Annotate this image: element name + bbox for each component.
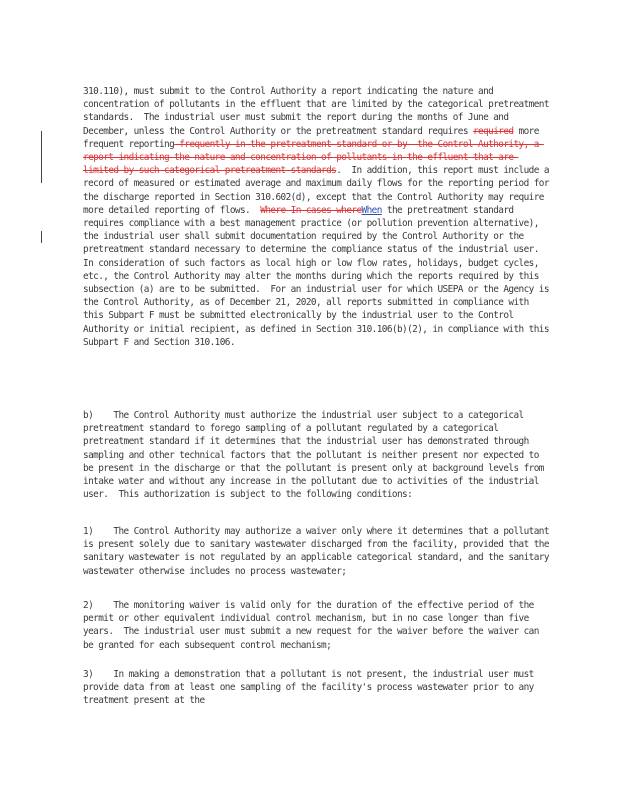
- change-bar: [41, 131, 42, 183]
- paragraph-b: b) The Control Authority must authorize the industrial user subject to a categorical pretreatment standard to forego sampling of a pollutant regulated by a categorical pretreatment standard if it determines that the industrial user has demonstrated through sampling and other technical factors that the pollutant is neither present nor expected to be present in the discharge or that the pollutant is present only at background levels from intake water and without any increase in the pollutant due to activities of the industrial user. This authorization is subject to the following conditions:: [83, 410, 549, 501]
- text-run: 310.110), must submit to the Control Authority a report indicating the nature and concentration of pollutants in the effluent that are limited by the categorical pretreatment standards. The industrial user must submit the report during the months of June and December, unless the Control Authority or the pretreatment standard requires: [83, 86, 554, 137]
- deleted-text: required: [472, 125, 514, 137]
- condition-2: 2) The monitoring waiver is valid only for the duration of the effective period of the permit or other equivalent individual control mechanism, but in no case longer than five years. The industrial user must submit a new request for the waiver before the waiver can be granted for each subsequent control mechanism;: [83, 600, 544, 651]
- deleted-text: frequently in the pretreatment standard or by the Control Authority, a report indicating the nature and concentration of pollutants in the effluent that are limited by such categorical pretreatment standards: [83, 138, 544, 177]
- deleted-text: Where In cases where: [260, 204, 362, 216]
- text-run: the pretreatment standard requires compliance with a best management practice (or pollution prevention alternative), the industrial user shall submit documentation required by the Control Authority or the pretreatment standard necessary to determine the compliance status of the industrial user. In consideration of such factors as local high or low flow rates, holidays, budget cycles, etc., the Control Authority may alter the months during which the reports required by this subsection (a) are to be submitted. For an industrial user for which USEPA or the Agency is the Control Authority, as of December 21, 2020, all reports submitted in compliance with this Subpart F must be submitted electronically by the industrial user to the Control Authority or initial recipient, as defined in Section 310.106(b)(2), in compliance with this Subpart F and Section 310.106.: [83, 204, 554, 348]
- condition-1: 1) The Control Authority may authorize a waiver only where it determines that a pollutant is present solely due to sanitary wastewater discharged from the facility, provided that the sanitary wastewater is not regulated by an applicable categorical standard, and the sanitary wastewater otherwise includes no process wastewater;: [83, 526, 554, 577]
- change-bar: [41, 231, 42, 243]
- paragraph-a: [83, 85, 553, 349]
- text-run: . In addition, this report must include a record of measured or estimated average and maximum daily flows for the reporting period for the discharge reported in Section 310.602(d), except that the Control Authority may require more detailed reporting of flows.: [83, 165, 554, 216]
- inserted-text: When: [361, 204, 382, 216]
- condition-3: 3) In making a demonstration that a pollutant is not present, the industrial user must provide data from at least one sampling of the facility's process wastewater prior to any treatment present at the: [83, 669, 539, 707]
- text-run: more frequent reporting: [83, 125, 544, 150]
